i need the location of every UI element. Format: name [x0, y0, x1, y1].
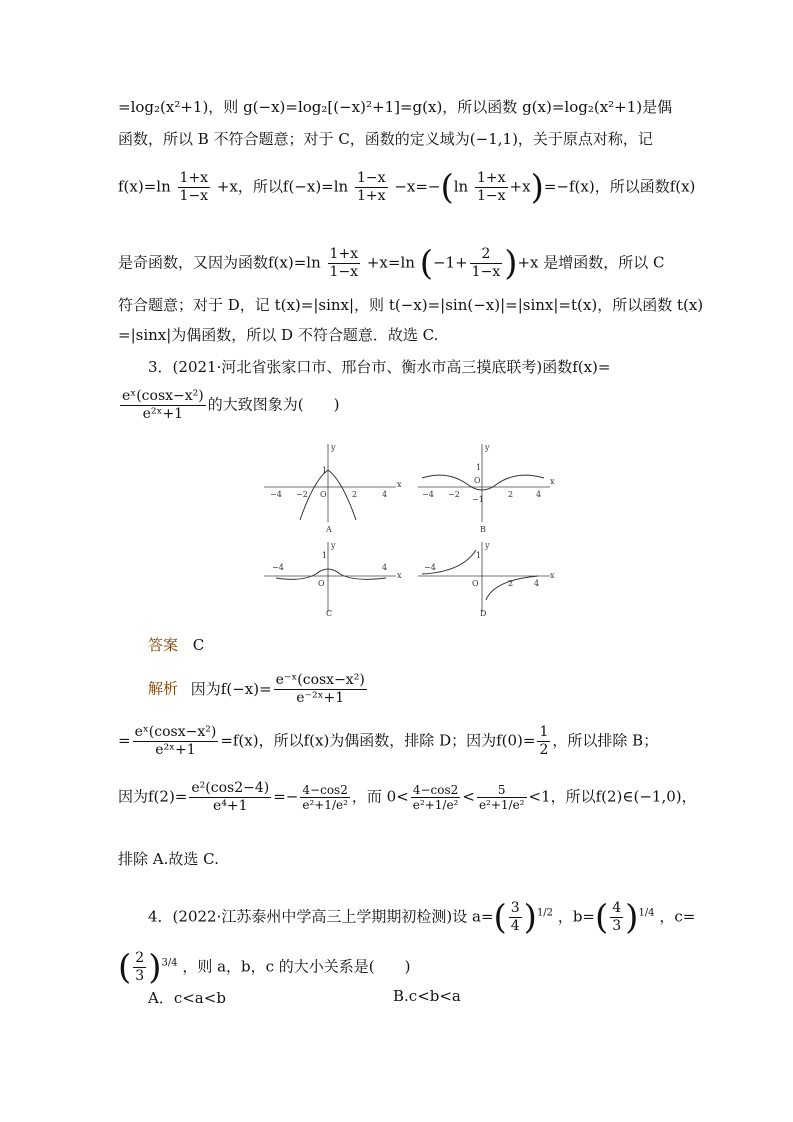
fraction: [477, 783, 527, 812]
denominator: e²+1/e²: [302, 798, 348, 812]
tick-label: 2: [508, 490, 514, 499]
fraction: [120, 388, 206, 423]
fraction: [470, 246, 503, 281]
text: ，所以排除 B；: [552, 731, 659, 750]
text: −x=−: [394, 177, 441, 196]
text: 4．(2022·江苏泰州中学高三上学期期初检测)设 a=: [148, 907, 494, 926]
text-line: =log₂(x²+1)，则 g(−x)=log₂[(−x)²+1]=g(x)，所以函数 g(x)=log₂(x²+1)是偶: [118, 98, 673, 116]
bracket: (: [118, 947, 132, 988]
y-tick-label: 1: [476, 551, 482, 560]
exponent: 1/4: [638, 907, 655, 919]
text-line: 函数，所以 B 不符合题意；对于 C，函数的定义域为(−1,1)，关于原点对称，记: [118, 130, 653, 148]
y-axis-label: y: [485, 443, 490, 452]
text: +x=ln: [366, 253, 415, 272]
graph-a: [264, 443, 402, 534]
text-line: 排除 A.故选 C.: [118, 850, 219, 868]
equation-line: [118, 167, 696, 208]
fraction: [178, 170, 211, 205]
text: −1+: [432, 253, 468, 272]
text: 是奇函数，又因为函数f(x)=ln: [118, 253, 321, 272]
text: =−f(x)，所以函数f(x): [543, 177, 696, 196]
option-label: C: [326, 609, 333, 618]
text: +x，所以f(−x)=ln: [216, 177, 349, 196]
tick-label: O: [474, 476, 481, 485]
numerator: 1: [539, 724, 549, 740]
text: +x: [509, 177, 531, 196]
tick-label: −4: [422, 490, 434, 499]
tick-label: −2: [448, 490, 460, 499]
numerator: eˣ(cosx−x²): [134, 724, 217, 740]
bracket: (: [419, 243, 433, 284]
tick-label: −4: [270, 490, 282, 499]
solution-line: [148, 672, 710, 707]
question-3-function: [118, 388, 680, 423]
denominator: e²ˣ+1: [142, 406, 184, 422]
bracket: (: [493, 897, 507, 938]
text-line: =|sinx|为偶函数，所以 D 不符合题意．故选 C.: [118, 326, 439, 344]
fraction: [355, 170, 388, 205]
y-tick-label: 1: [476, 463, 482, 472]
numerator: 5: [477, 783, 527, 798]
equation-line: [118, 724, 680, 759]
exponent: 1/2: [536, 907, 554, 919]
fraction: [133, 724, 219, 759]
text: +x 是增函数，所以 C: [517, 253, 665, 272]
bracket: (: [440, 167, 454, 208]
fraction: [475, 170, 508, 205]
numerator: 2: [135, 950, 145, 966]
tick-label: 4: [536, 490, 542, 499]
exponent: 3/4: [161, 957, 178, 969]
question-4: [148, 897, 710, 938]
text: f(x)=ln: [118, 177, 171, 196]
text: ln: [453, 177, 469, 196]
denominator: 3: [612, 918, 622, 934]
option-b: B.c<b<a: [393, 987, 461, 1005]
y-axis-label: y: [485, 541, 490, 550]
bracket: ): [523, 897, 537, 938]
answer-label: 答案: [148, 636, 179, 654]
option-label: B: [480, 525, 486, 534]
text: 因为f(2)=: [118, 787, 188, 806]
denominator: 1−x: [477, 188, 506, 204]
numerator: eˣ(cosx−x²): [122, 388, 204, 404]
numerator: e⁻ˣ(cosx−x²): [275, 672, 365, 688]
answer-value: C: [192, 636, 205, 654]
graph-d: [418, 541, 555, 618]
y-tick-label: −1: [472, 495, 484, 504]
tick-label: 4: [382, 563, 388, 572]
tick-label: 4: [382, 490, 388, 499]
text: ，b=: [557, 907, 595, 926]
denominator: 1+x: [356, 188, 386, 204]
denominator: 4: [510, 918, 520, 934]
denominator: e²+1/e²: [412, 798, 459, 812]
tick-label: O: [318, 579, 325, 588]
text-line: 符合题意；对于 D，记 t(x)=|sinx|，则 t(−x)=|sin(−x)|=|sinx|=t(x)，所以函数 t(x): [118, 296, 704, 314]
tick-label: 2: [508, 579, 514, 588]
solution-label: 解析: [148, 679, 179, 698]
fraction: [509, 900, 522, 935]
text: <1，所以f(2)∈(−1,0)，: [528, 787, 697, 806]
fraction: [328, 246, 361, 281]
x-axis-label: x: [550, 571, 555, 580]
tick-label: −4: [424, 563, 436, 572]
numerator: 1+x: [329, 246, 359, 262]
numerator: 4−cos2: [411, 783, 461, 798]
numerator: 2: [470, 246, 503, 264]
question-4-continued: [118, 947, 680, 988]
denominator: 1−x: [471, 264, 501, 280]
x-axis-label: x: [550, 477, 555, 486]
denominator: e⁴+1: [213, 798, 248, 814]
numerator: 1−x: [356, 170, 386, 186]
answer-line: [148, 634, 710, 656]
fraction: [537, 724, 550, 759]
text: <: [462, 787, 475, 806]
text: =f(x)，所以f(x)为偶函数，排除 D；因为f(0)=: [220, 731, 536, 750]
x-axis-label: x: [397, 571, 402, 580]
text: ，而 0<: [351, 787, 409, 806]
denominator: 1−x: [179, 188, 209, 204]
fraction: [300, 783, 350, 812]
tick-label: 4: [534, 579, 540, 588]
tick-label: −2: [296, 490, 308, 499]
numerator: 1+x: [477, 170, 506, 186]
equation-line: [118, 780, 697, 815]
x-axis-label: x: [397, 480, 402, 489]
denominator: 3: [135, 968, 145, 984]
fraction: [274, 672, 367, 707]
fraction: [610, 900, 623, 935]
denominator: e⁻²ˣ+1: [296, 690, 345, 706]
tick-label: O: [320, 490, 327, 499]
denominator: e²+1/e²: [478, 798, 525, 812]
fraction: [411, 783, 461, 812]
bracket: ): [148, 947, 162, 988]
text: ，c=: [659, 907, 696, 926]
option-graphs: [262, 440, 555, 618]
bracket: ): [504, 243, 518, 284]
option-label: A: [326, 525, 332, 534]
bracket: ): [530, 167, 544, 208]
y-tick-label: 1: [322, 551, 328, 560]
question-3: 3．(2021·河北省张家口市、邢台市、衡水市高三摸底联考)函数f(x)=: [148, 358, 611, 376]
text: 的大致图象为( ): [207, 395, 340, 414]
equation-line: [118, 243, 680, 284]
text: =−: [273, 787, 299, 806]
bracket: (: [594, 897, 609, 938]
denominator: e²ˣ+1: [155, 742, 196, 758]
text: =: [118, 731, 131, 750]
fraction: [133, 950, 146, 985]
text: ，则 a，b，c 的大小关系是( ): [182, 957, 411, 976]
tick-label: 2: [352, 490, 358, 499]
graph-b: [418, 443, 555, 534]
y-axis-label: y: [331, 541, 336, 550]
y-tick-label: 1: [322, 466, 328, 475]
tick-label: −4: [272, 563, 284, 572]
text: 因为f(−x)=: [190, 679, 272, 698]
fraction: [189, 780, 271, 815]
option-label: D: [480, 609, 487, 618]
numerator: 1+x: [179, 170, 209, 186]
numerator: e²(cos2−4): [191, 780, 270, 796]
denominator: 2: [539, 742, 549, 758]
bracket: ): [625, 897, 639, 938]
numerator: 3: [510, 900, 520, 916]
option-a: A．c<a<b: [148, 989, 226, 1007]
numerator: 4−cos2: [300, 783, 350, 798]
y-axis-label: y: [331, 443, 336, 452]
tick-label: O: [472, 579, 479, 588]
graph-c: [264, 541, 402, 618]
denominator: 1−x: [329, 264, 359, 280]
numerator: 4: [612, 900, 622, 916]
